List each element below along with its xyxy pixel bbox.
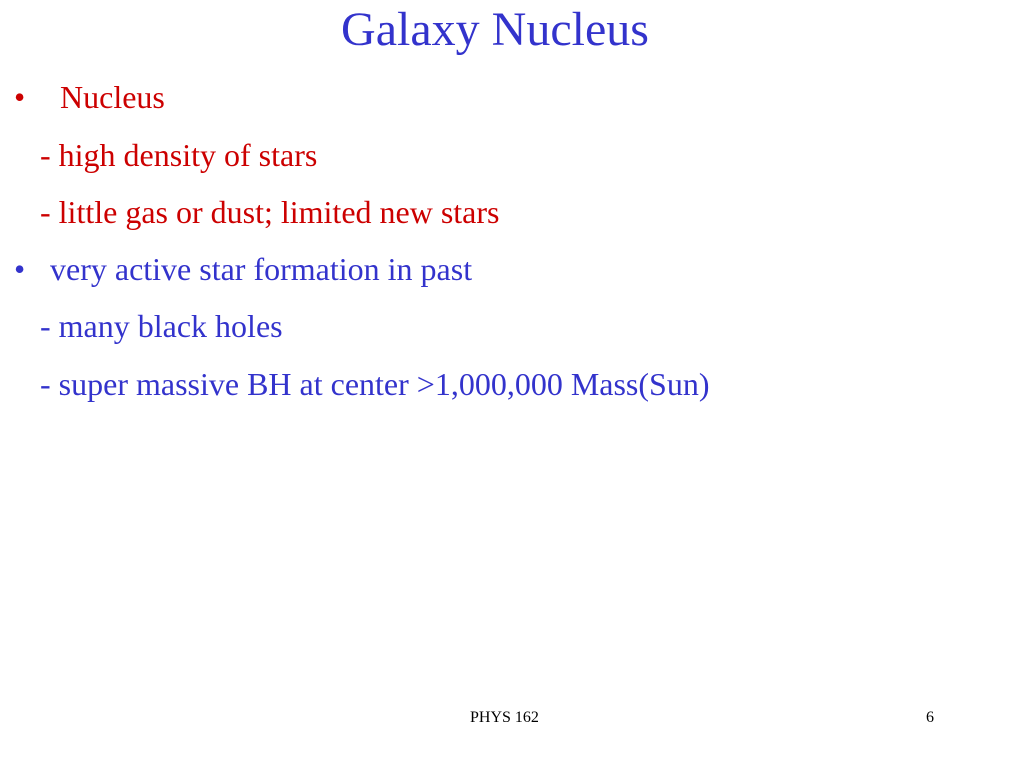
bullet-marker: • bbox=[14, 79, 26, 115]
bullet-marker: • bbox=[14, 251, 26, 287]
footer-page-number: 6 bbox=[926, 709, 934, 726]
subitem-high-density: - high density of stars bbox=[40, 137, 318, 173]
subitem-little-gas: - little gas or dust; limited new stars bbox=[40, 194, 500, 230]
subitem-super-massive-bh: - super massive BH at center >1,000,000 Mass(Sun) bbox=[40, 366, 710, 402]
bullet-text-nucleus: Nucleus bbox=[60, 79, 165, 115]
footer-course: PHYS 162 bbox=[470, 709, 539, 726]
bullet-text-star-formation: very active star formation in past bbox=[50, 251, 473, 287]
subitem-black-holes: - many black holes bbox=[40, 308, 283, 344]
slide-title: Galaxy Nucleus bbox=[341, 3, 649, 56]
